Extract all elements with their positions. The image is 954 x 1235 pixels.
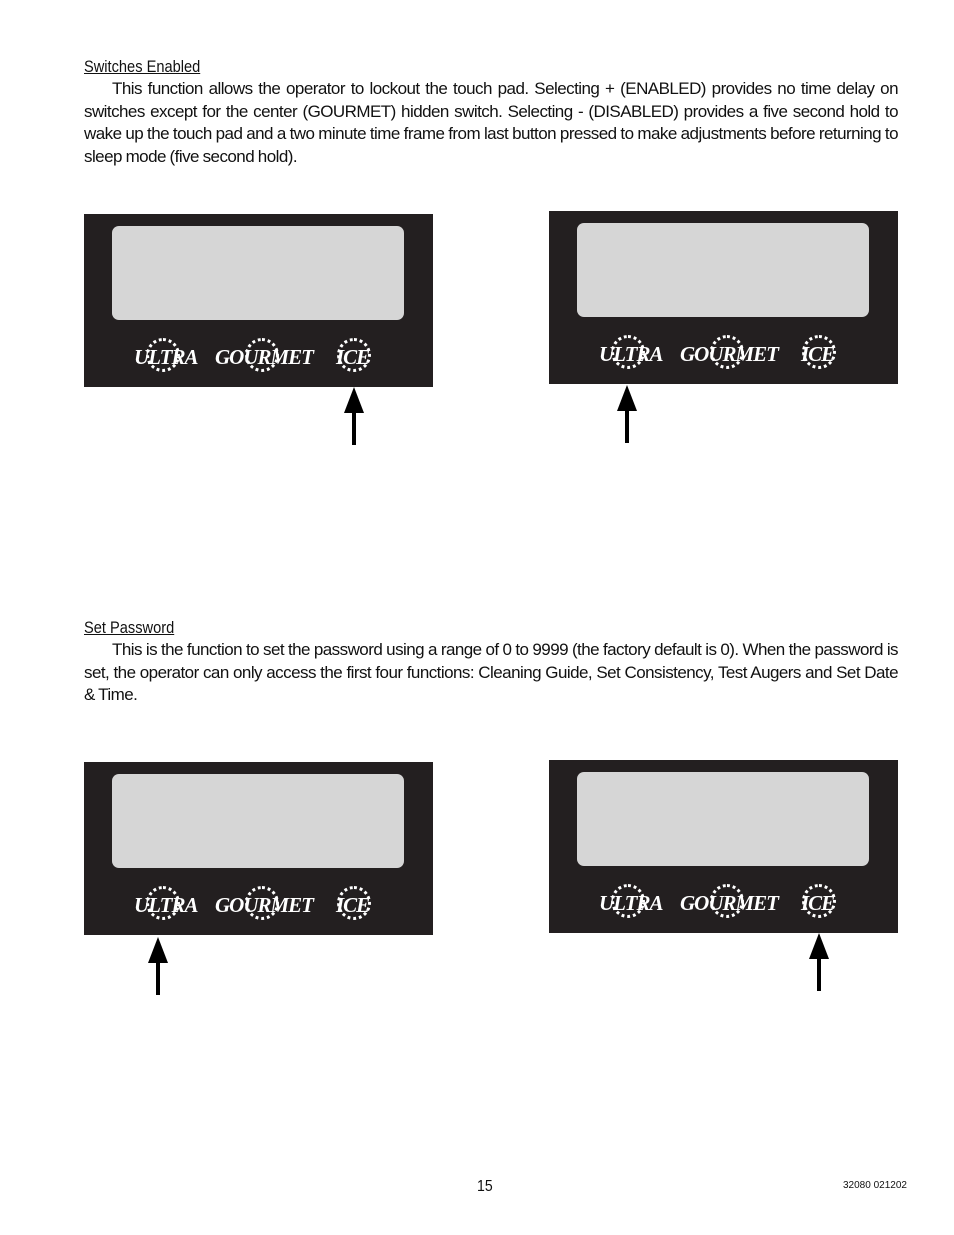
gourmet-label: GOURMET xyxy=(215,893,314,917)
gourmet-label: GOURMET xyxy=(215,345,314,369)
display-screen xyxy=(112,774,404,868)
ice-label: ICE xyxy=(801,342,835,366)
touch-pad-diagram xyxy=(84,762,433,935)
touch-pad-diagram xyxy=(549,760,898,933)
ice-label: ICE xyxy=(336,345,370,369)
ultra-label: ULTRA xyxy=(134,345,198,369)
document-code: 32080 021202 xyxy=(843,1180,907,1191)
section-heading-set-password: Set Password xyxy=(84,618,175,637)
page-number: 15 xyxy=(477,1178,493,1195)
gourmet-label: GOURMET xyxy=(680,891,779,915)
ultra-label: ULTRA xyxy=(599,891,663,915)
ice-label: ICE xyxy=(801,891,835,915)
section-body-set-password: This is the function to set the password using a range of 0 to 9999 (the factory default is 0). When the password is set, the operator can only access the first four functions: Cleaning Guide, Set Consistency, Test Augers and Set Date & Time. xyxy=(84,640,898,704)
up-arrow-icon xyxy=(809,933,829,991)
section-heading-switches-enabled: Switches Enabled xyxy=(84,57,201,76)
section-body-switches-enabled: This function allows the operator to lockout the touch pad. Selecting + (ENABLED) provides no time delay on switches except for the center (GOURMET) hidden switch. Selecting - (DISABLED) provides a five second hold to wake up the touch pad and a two minute time frame from last button pressed to make adjustments before returning to sleep mode (five second hold). xyxy=(84,79,898,166)
gourmet-label: GOURMET xyxy=(680,342,779,366)
up-arrow-icon xyxy=(344,387,364,445)
ultra-label: ULTRA xyxy=(134,893,198,917)
display-screen xyxy=(577,223,869,317)
display-screen xyxy=(577,772,869,866)
up-arrow-icon xyxy=(617,385,637,443)
touch-pad-diagram xyxy=(84,214,433,387)
touch-pad-diagram xyxy=(549,211,898,384)
up-arrow-icon xyxy=(148,937,168,995)
ice-label: ICE xyxy=(336,893,370,917)
ultra-label: ULTRA xyxy=(599,342,663,366)
display-screen xyxy=(112,226,404,320)
